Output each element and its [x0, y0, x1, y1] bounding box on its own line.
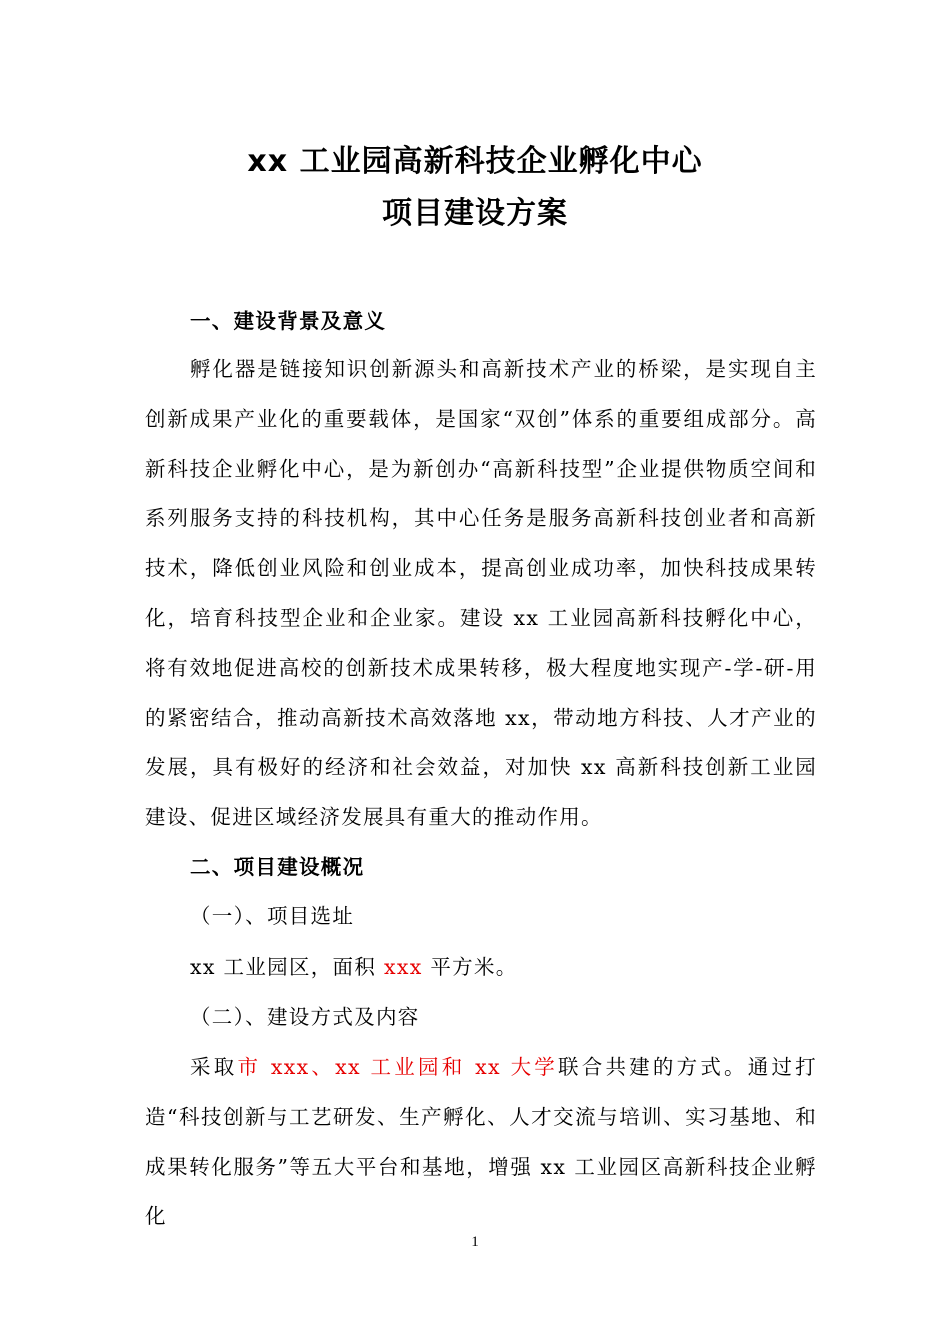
section2-heading: 二、项目建设概况	[190, 855, 365, 879]
site-text-b: 平方米。	[422, 955, 518, 979]
document-title-line2: 项目建设方案	[382, 196, 568, 231]
subsection1-heading: （一）、项目选址	[190, 904, 355, 928]
method-text-b: 联合共建的方式。通过打造“科技创新与工艺研发、生产孵化、人才交流与培训、实习基地、和成果转化服务”等五大平台和基地，增强 xx 工业园区高新科技企业孵化	[145, 1055, 817, 1229]
section1-paragraph: 孵化器是链接知识创新源头和高新技术产业的桥梁，是实现自主创新成果产业化的重要载体，是国家“双创”体系的重要组成部分。高新科技企业孵化中心，是为新创办“高新科技型”企业提供物质空间和系列服务支持的科技机构，其中心任务是服务高新科技创业者和高新技术，降低创业风险和创业成本，提高创业成功率，加快科技成果转化，培育科技型企业和企业家。建设 xx 工业园高新科技孵化中心，将有效地促进高校的创新技术成果转移，极大程度地实现产-学-研-用的紧密结合，推动高新技术高效落地 xx，带动地方科技、人才产业的发展，具有极好的经济和社会效益，对加快 xx 高新科技创新工业园建设、促进区域经济发展具有重大的推动作用。	[145, 357, 817, 830]
method-text-a: 采取	[190, 1055, 238, 1079]
site-area-placeholder: xxx	[383, 955, 423, 979]
site-location-text	[190, 952, 518, 982]
partners-highlight: 市 xxx、xx 工业园和 xx 大学	[237, 1055, 559, 1079]
subsection2-heading: （二）、建设方式及内容	[190, 1005, 420, 1029]
section1-heading: 一、建设背景及意义	[190, 309, 387, 333]
page-number: 1	[471, 1234, 479, 1250]
construction-method-paragraph	[145, 1043, 817, 1242]
document-title-line1: xx 工业园高新科技企业孵化中心	[247, 144, 703, 179]
site-text-a: xx 工业园区，面积	[190, 955, 384, 979]
